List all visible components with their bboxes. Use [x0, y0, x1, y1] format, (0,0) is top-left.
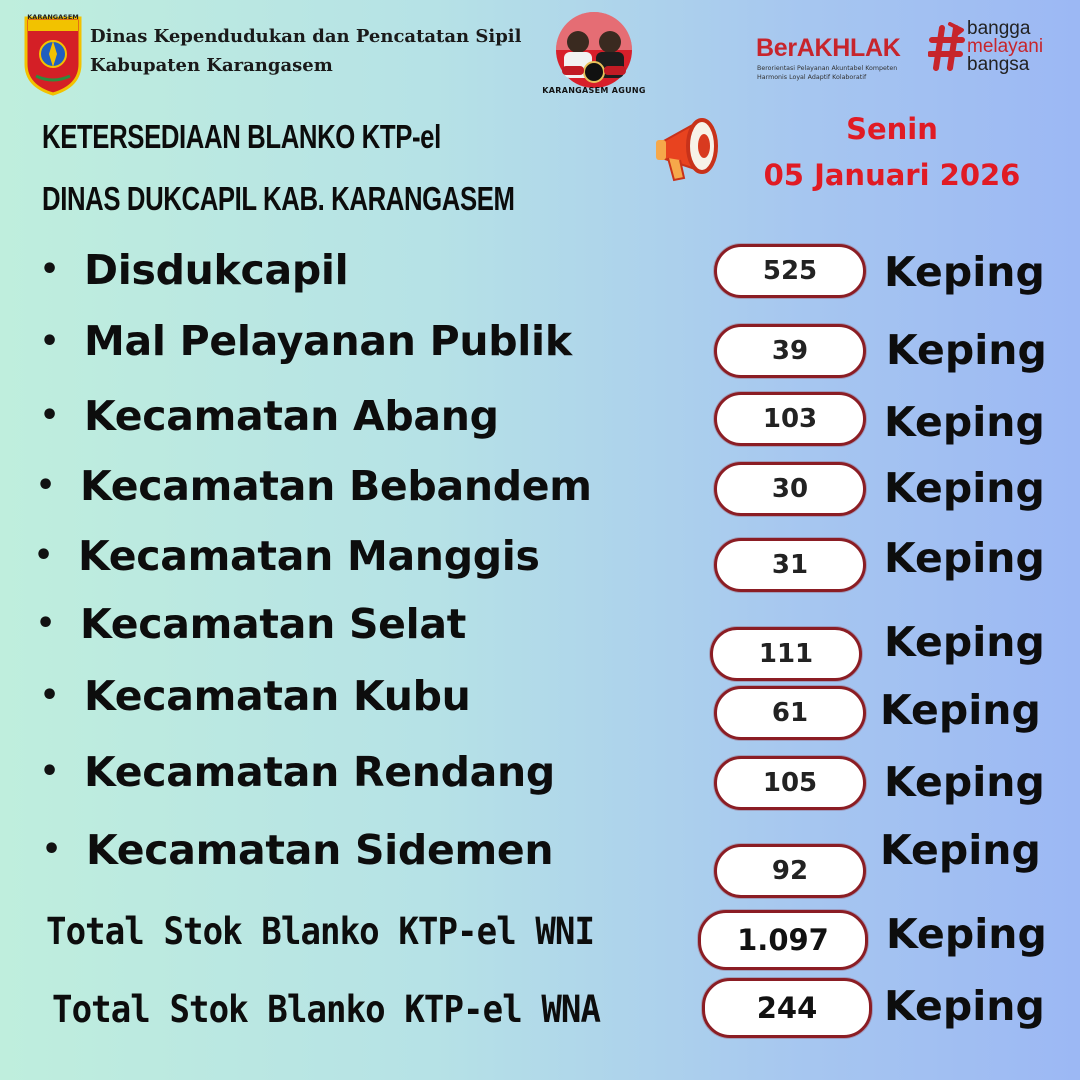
row-label-kecamatan-rendang: Kecamatan Rendang	[84, 748, 555, 796]
row-unit: Keping	[884, 248, 1045, 296]
row-value-kecamatan-kubu: 61	[714, 686, 866, 740]
bullet: •	[40, 678, 60, 713]
row-label-kecamatan-abang: Kecamatan Abang	[84, 392, 499, 440]
total-value-wna: 244	[702, 978, 872, 1038]
bangga-melayani-bangsa	[967, 20, 1043, 74]
title-line-2: DINAS DUKCAPIL KAB. KARANGASEM	[42, 180, 515, 217]
row-unit: Keping	[884, 534, 1045, 582]
row-label-mal-pelayanan-publik: Mal Pelayanan Publik	[84, 317, 572, 365]
berakhlak-subtext-line-1: Berorientasi Pelayanan Akuntabel Kompeten	[757, 65, 898, 72]
total-label-wni: Total Stok Blanko KTP-el WNI	[46, 910, 595, 953]
agency-name	[90, 22, 521, 80]
total-label-wna: Total Stok Blanko KTP-el WNA	[52, 988, 601, 1031]
row-unit: Keping	[886, 910, 1047, 958]
row-label-kecamatan-sidemen: Kecamatan Sidemen	[86, 826, 554, 874]
row-value-mal-pelayanan-publik: 39	[714, 324, 866, 378]
row-unit: Keping	[884, 464, 1045, 512]
row-label-kecamatan-kubu: Kecamatan Kubu	[84, 672, 471, 720]
bullet: •	[42, 832, 62, 867]
hashtag-line-3: bangsa	[967, 54, 1030, 75]
row-value-kecamatan-abang: 103	[714, 392, 866, 446]
hashtag-line-1: bangga	[967, 18, 1031, 39]
bullet: •	[40, 252, 60, 287]
row-unit: Keping	[884, 398, 1045, 446]
row-value-kecamatan-rendang: 105	[714, 756, 866, 810]
hashtag-line-2: melayani	[967, 36, 1044, 57]
row-value-kecamatan-bebandem: 30	[714, 462, 866, 516]
crest-label: KARANGASEM	[27, 13, 79, 21]
agency-line-1: Dinas Kependudukan dan Pencatatan Sipil	[90, 26, 522, 47]
title-line-1: KETERSEDIAAN BLANKO KTP-el	[42, 118, 441, 155]
bullet: •	[40, 398, 60, 433]
row-unit: Keping	[884, 982, 1045, 1030]
bullet: •	[36, 606, 56, 641]
row-value-disdukcapil: 525	[714, 244, 866, 298]
date-day: Senin	[846, 112, 938, 146]
megaphone-icon	[652, 108, 734, 190]
bullet: •	[36, 468, 56, 503]
bullet: •	[40, 324, 60, 359]
row-unit: Keping	[880, 686, 1041, 734]
karangasem-crest-logo	[22, 14, 84, 96]
berakhlak-subtext	[757, 64, 897, 82]
mid-logo-caption: KARANGASEM AGUNG	[542, 86, 646, 95]
agency-line-2: Kabupaten Karangasem	[90, 55, 333, 76]
berakhlak-logo-text: BerAKHLAK	[756, 34, 901, 62]
total-value-wni: 1.097	[698, 910, 868, 970]
row-label-disdukcapil: Disdukcapil	[84, 246, 349, 294]
date-full: 05 Januari 2026	[763, 158, 1021, 192]
row-label-kecamatan-bebandem: Kecamatan Bebandem	[80, 462, 592, 510]
row-unit: Keping	[884, 758, 1045, 806]
row-value-kecamatan-selat: 111	[710, 627, 862, 681]
row-value-kecamatan-sidemen: 92	[714, 844, 866, 898]
berakhlak-subtext-line-2: Harmonis Loyal Adaptif Kolaboratif	[757, 74, 867, 81]
hashtag-icon	[928, 22, 966, 72]
bullet: •	[40, 754, 60, 789]
row-unit: Keping	[880, 826, 1041, 874]
bullet: •	[34, 538, 54, 573]
row-unit: Keping	[886, 326, 1047, 374]
row-label-kecamatan-manggis: Kecamatan Manggis	[78, 532, 540, 580]
row-value-kecamatan-manggis: 31	[714, 538, 866, 592]
row-label-kecamatan-selat: Kecamatan Selat	[80, 600, 467, 648]
row-unit: Keping	[884, 618, 1045, 666]
